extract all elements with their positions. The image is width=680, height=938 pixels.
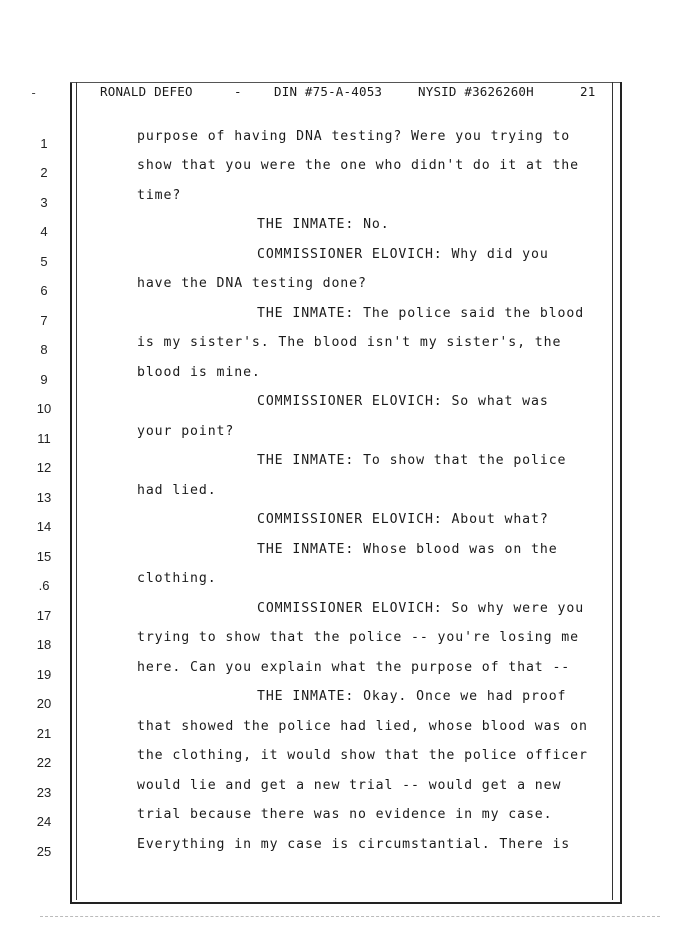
line-number: 7 <box>40 313 48 328</box>
transcript-line: THE INMATE: Okay. Once we had proof <box>257 689 567 704</box>
frame-left-inner-rule <box>76 82 77 900</box>
line-number: 12 <box>36 460 52 475</box>
line-number: 23 <box>36 785 52 800</box>
line-number: 5 <box>40 254 48 269</box>
line-number: 21 <box>36 726 52 741</box>
transcript-line: THE INMATE: Whose blood was on the <box>257 542 558 557</box>
transcript-line: COMMISSIONER ELOVICH: So what was <box>257 394 549 409</box>
frame-right-inner-rule <box>612 82 613 900</box>
line-number: 25 <box>36 844 52 859</box>
frame-top-rule <box>70 82 620 83</box>
transcript-line: purpose of having DNA testing? Were you trying to <box>137 129 571 144</box>
line-number: 22 <box>36 755 52 770</box>
transcript-line: that showed the police had lied, whose blood was on <box>137 719 588 734</box>
line-number: 2 <box>40 165 48 180</box>
transcript-line: here. Can you explain what the purpose of that -- <box>137 660 571 675</box>
line-number: 20 <box>36 696 52 711</box>
header-separator: - <box>234 84 242 99</box>
line-number: 15 <box>36 549 52 564</box>
line-number-column <box>0 0 70 938</box>
scan-mark: ‑ <box>30 86 38 100</box>
line-number: 8 <box>40 342 48 357</box>
transcript-line: time? <box>137 188 182 203</box>
transcript-line: trial because there was no evidence in my case. <box>137 807 553 822</box>
transcript-line: is my sister's. The blood isn't my sister's, the <box>137 335 562 350</box>
transcript-line: had lied. <box>137 483 217 498</box>
scan-bottom-rule <box>40 916 660 917</box>
transcript-line: your point? <box>137 424 235 439</box>
transcript-line: would lie and get a new trial -- would get a new <box>137 778 562 793</box>
line-number: 17 <box>36 608 52 623</box>
line-number: 24 <box>36 814 52 829</box>
line-number: 6 <box>40 283 48 298</box>
line-number: 9 <box>40 372 48 387</box>
transcript-line: blood is mine. <box>137 365 261 380</box>
transcript-line: clothing. <box>137 571 217 586</box>
line-number: 4 <box>40 224 48 239</box>
transcript-line: THE INMATE: No. <box>257 217 390 232</box>
transcript-line: have the DNA testing done? <box>137 276 367 291</box>
line-number: 18 <box>36 637 52 652</box>
transcript-line: COMMISSIONER ELOVICH: About what? <box>257 512 549 527</box>
transcript-line: COMMISSIONER ELOVICH: Why did you <box>257 247 549 262</box>
transcript-line: trying to show that the police -- you're losing me <box>137 630 579 645</box>
header-nysid: NYSID #3626260H <box>418 84 534 99</box>
line-number: .6 <box>38 578 50 593</box>
line-number: 1 <box>40 136 48 151</box>
transcript-line: Everything in my case is circumstantial. There is <box>137 837 571 852</box>
transcript-line: COMMISSIONER ELOVICH: So why were you <box>257 601 585 616</box>
transcript-line: THE INMATE: The police said the blood <box>257 306 585 321</box>
header-inmate-name: RONALD DEFEO <box>100 84 193 99</box>
transcript-header <box>100 84 600 102</box>
line-number: 3 <box>40 195 48 210</box>
line-number: 19 <box>36 667 52 682</box>
line-number: 14 <box>36 519 52 534</box>
line-number: 10 <box>36 401 52 416</box>
line-number: 11 <box>37 431 51 446</box>
header-page-number: 21 <box>580 84 596 99</box>
header-din: DIN #75-A-4053 <box>274 84 383 99</box>
line-number: 13 <box>36 490 52 505</box>
transcript-line: THE INMATE: To show that the police <box>257 453 567 468</box>
transcript-line: show that you were the one who didn't do it at the <box>137 158 579 173</box>
transcript-line: the clothing, it would show that the police officer <box>137 748 588 763</box>
